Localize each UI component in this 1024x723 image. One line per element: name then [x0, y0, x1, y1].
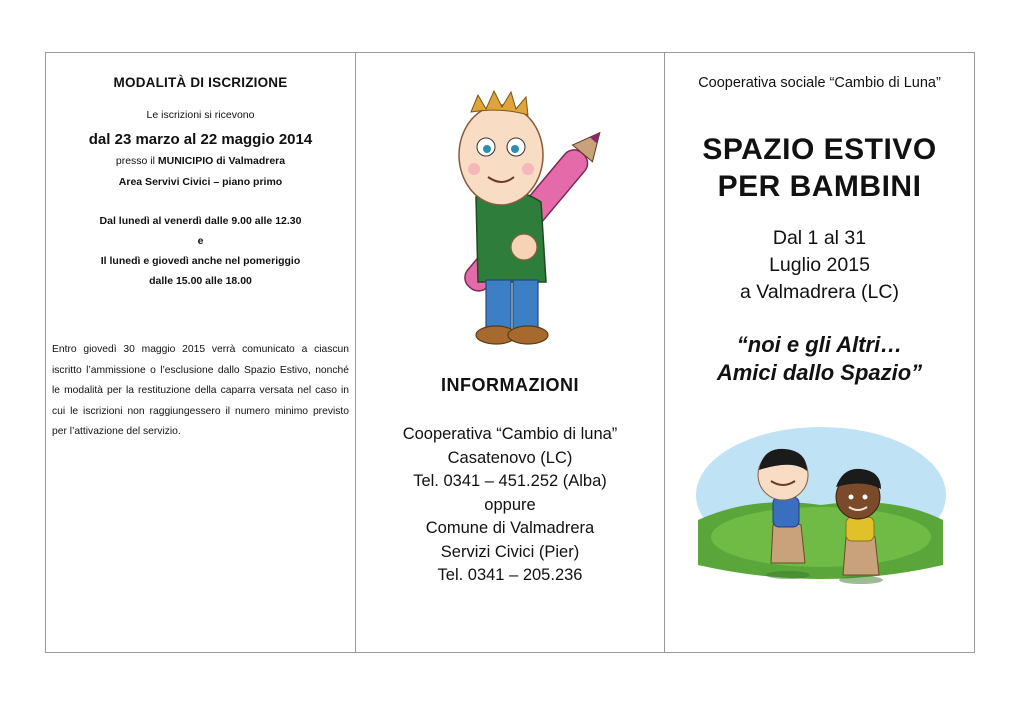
boy-with-pencil-illustration [416, 77, 606, 352]
event-title-line: SPAZIO ESTIVO [702, 133, 937, 166]
slogan-line: Amici dallo Spazio” [716, 360, 923, 385]
children-sack-race-illustration [693, 425, 948, 593]
cover-panel [664, 52, 975, 653]
location-name: MUNICIPIO di Valmadrera [157, 155, 286, 167]
contact-line: Comune di Valmadrera [425, 519, 595, 537]
office-hours-afternoon-times: dalle 15.00 alle 18.00 [149, 275, 252, 287]
contact-line: Servizi Civici (Pier) [440, 542, 580, 561]
office-hours-afternoon: Il lunedì e giovedì anche nel pomeriggio [100, 255, 301, 267]
event-dates [665, 225, 974, 306]
info-panel [355, 52, 665, 653]
registration-title: MODALITÀ DI ISCRIZIONE [113, 75, 288, 90]
admission-notice: Entro giovedì 30 maggio 2015 verrà comunicato a ciascun iscritto l’ammissione o l’esclusione dallo Spazio Estivo, nonché le modalità per la restituzione della caparra versata nel caso in cui le iscrizioni non raggiungessero il numero minimo previsto per l’attivazione del servizio. [52, 344, 349, 437]
event-date-line: a Valmadrera (LC) [740, 281, 899, 303]
registration-location [46, 155, 355, 167]
event-title [665, 131, 974, 205]
contact-line: Tel. 0341 – 205.236 [437, 566, 583, 584]
contact-details [356, 423, 664, 588]
registration-area: Area Servivi Civici – piano primo [118, 176, 283, 188]
registration-intro: Le iscrizioni si ricevono [146, 109, 255, 121]
office-hours-conjunction: e [197, 235, 204, 247]
registration-panel [45, 52, 356, 653]
event-date-line: Luglio 2015 [769, 254, 870, 276]
organization-name: Cooperativa sociale “Cambio di Luna” [698, 75, 941, 91]
event-slogan [665, 331, 974, 387]
registration-dates: dal 23 marzo al 22 maggio 2014 [88, 131, 313, 148]
location-prefix: presso il [115, 155, 158, 167]
info-title: INFORMAZIONI [441, 375, 579, 395]
office-hours-weekdays: Dal lunedì al venerdì dalle 9.00 alle 12.30 [99, 215, 302, 227]
contact-line: Tel. 0341 – 451.252 (Alba) [413, 472, 607, 490]
contact-line: Cooperativa “Cambio di luna” [402, 425, 618, 443]
slogan-line: “noi e gli Altri… [736, 332, 903, 357]
event-title-line: PER BAMBINI [717, 170, 922, 203]
contact-line: oppure [484, 495, 536, 514]
contact-line: Casatenovo (LC) [447, 448, 573, 467]
event-date-line: Dal 1 al 31 [772, 227, 867, 249]
